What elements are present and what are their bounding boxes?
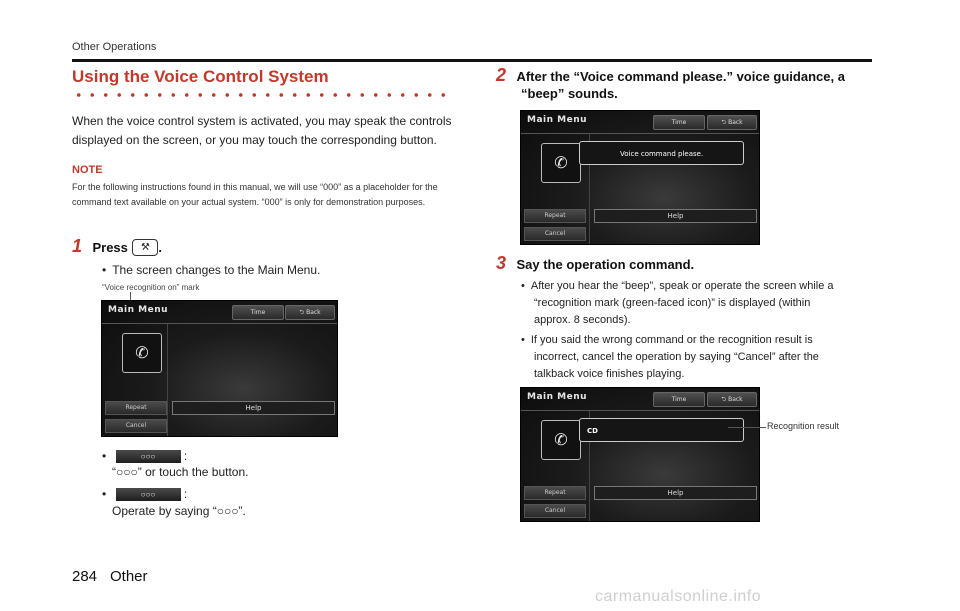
annotation-line — [728, 427, 766, 428]
screen-top-line — [521, 410, 759, 411]
main-menu-screen — [101, 300, 338, 437]
header-label: Other Operations — [72, 41, 157, 53]
note-heading: NOTE — [72, 164, 103, 176]
watermark: carmanualsonline.info — [595, 588, 762, 605]
screen-divider — [167, 324, 168, 436]
s3b2-l1: If you said the wrong command or the recognition result is — [530, 334, 813, 346]
page-number: 284 — [72, 568, 98, 585]
recognition-result-text: CD — [587, 427, 598, 435]
button-example-2: • ○○○ : — [102, 487, 188, 501]
screen-title: Main Menu — [108, 305, 169, 315]
step-press-label: Press — [92, 240, 128, 255]
voice-mark-caption: “Voice recognition on” mark — [102, 283, 200, 292]
help-button[interactable]: Help — [594, 209, 757, 223]
b2-line2: Operate by saying “○○○”. — [112, 504, 246, 518]
note-text: For the following instructions found in this manual, we will use “000” as a placeholder for the command text available on your actual system. “000” is only for demonstration purposes. — [72, 182, 438, 207]
screen-title: Main Menu — [527, 392, 588, 402]
help-button[interactable]: Help — [594, 486, 757, 500]
step-3-title: Say the operation command. — [516, 257, 695, 272]
voice-prompt-bubble: Voice command please. — [579, 141, 744, 165]
cancel-button[interactable]: Cancel — [524, 504, 586, 518]
button-example-1: • ○○○ : — [102, 449, 188, 463]
voice-recognition-icon: ✆ — [541, 143, 581, 183]
recognition-result-screen — [520, 387, 760, 522]
s3b1-l2: “recognition mark (green-faced icon)” is displayed (within — [534, 297, 811, 309]
s3b1-l1: After you hear the “beep”, speak or operate the screen while a — [530, 280, 834, 292]
screen-title: Main Menu — [527, 115, 588, 125]
repeat-button[interactable]: Repeat — [524, 486, 586, 500]
time-button[interactable]: Time — [653, 392, 705, 407]
step-2-line2: “beep” sounds. — [521, 86, 618, 101]
time-button[interactable]: Time — [653, 115, 705, 130]
back-button[interactable]: ⮌ Back — [707, 392, 757, 407]
screen-top-line — [521, 133, 759, 134]
cancel-button[interactable]: Cancel — [105, 419, 167, 433]
command-button-sample-2: ○○○ — [116, 488, 181, 501]
b1-line2: “○○○” or touch the button. — [112, 465, 249, 479]
step-2 — [496, 65, 845, 86]
help-button[interactable]: Help — [172, 401, 335, 415]
screen-top-line — [102, 323, 337, 324]
repeat-button[interactable]: Repeat — [524, 209, 586, 223]
step-3-bullet-2: • If you said the wrong command or the recognition result is incorrect, cancel the operation by saying “Cancel” after the talkback voice finishes playing. — [521, 332, 819, 383]
section-title: Using the Voice Control System — [72, 67, 329, 86]
step-2-number: 2 — [496, 65, 507, 85]
footer-section: Other — [110, 568, 148, 585]
s3b2-l3: talkback voice finishes playing. — [534, 368, 685, 380]
b1-colon: : — [183, 449, 188, 463]
voice-recognition-icon: ✆ — [541, 420, 581, 460]
recognition-result-label: Recognition result — [767, 421, 840, 431]
step-number: 1 — [72, 236, 83, 256]
voice-button-icon: ⚒ — [132, 239, 158, 256]
command-button-sample: ○○○ — [116, 450, 181, 463]
step-2-line1: After the “Voice command please.” voice guidance, a — [516, 69, 845, 84]
step-3-number: 3 — [496, 253, 507, 273]
voice-recognition-icon: ✆ — [122, 333, 162, 373]
voice-prompt-screen — [520, 110, 760, 245]
step-1 — [72, 236, 162, 257]
cancel-button[interactable]: Cancel — [524, 227, 586, 241]
back-button[interactable]: ⮌ Back — [707, 115, 757, 130]
repeat-button[interactable]: Repeat — [105, 401, 167, 415]
step-3-bullet-1: • After you hear the “beep”, speak or operate the screen while a “recognition mark (green-faced icon)” is displayed (within approx. 8 seconds). — [521, 278, 834, 329]
recognition-result-bubble — [579, 418, 744, 442]
step-1-bullet: • The screen changes to the Main Menu. — [102, 263, 321, 277]
step-1-bullet-text: The screen changes to the Main Menu. — [112, 263, 321, 277]
step-period: . — [158, 240, 162, 255]
s3b1-l3: approx. 8 seconds). — [534, 314, 631, 326]
b2-colon: : — [183, 487, 188, 501]
s3b2-l2: incorrect, cancel the operation by saying “Cancel” after the — [534, 351, 819, 363]
step-3 — [496, 253, 694, 274]
time-button[interactable]: Time — [232, 305, 284, 320]
dotted-divider — [72, 92, 452, 98]
intro-paragraph: When the voice control system is activated, you may speak the controls displayed on the screen, or you may touch the corresponding button. — [72, 114, 452, 147]
back-button[interactable]: ⮌ Back — [285, 305, 335, 320]
header-rule — [72, 59, 872, 62]
